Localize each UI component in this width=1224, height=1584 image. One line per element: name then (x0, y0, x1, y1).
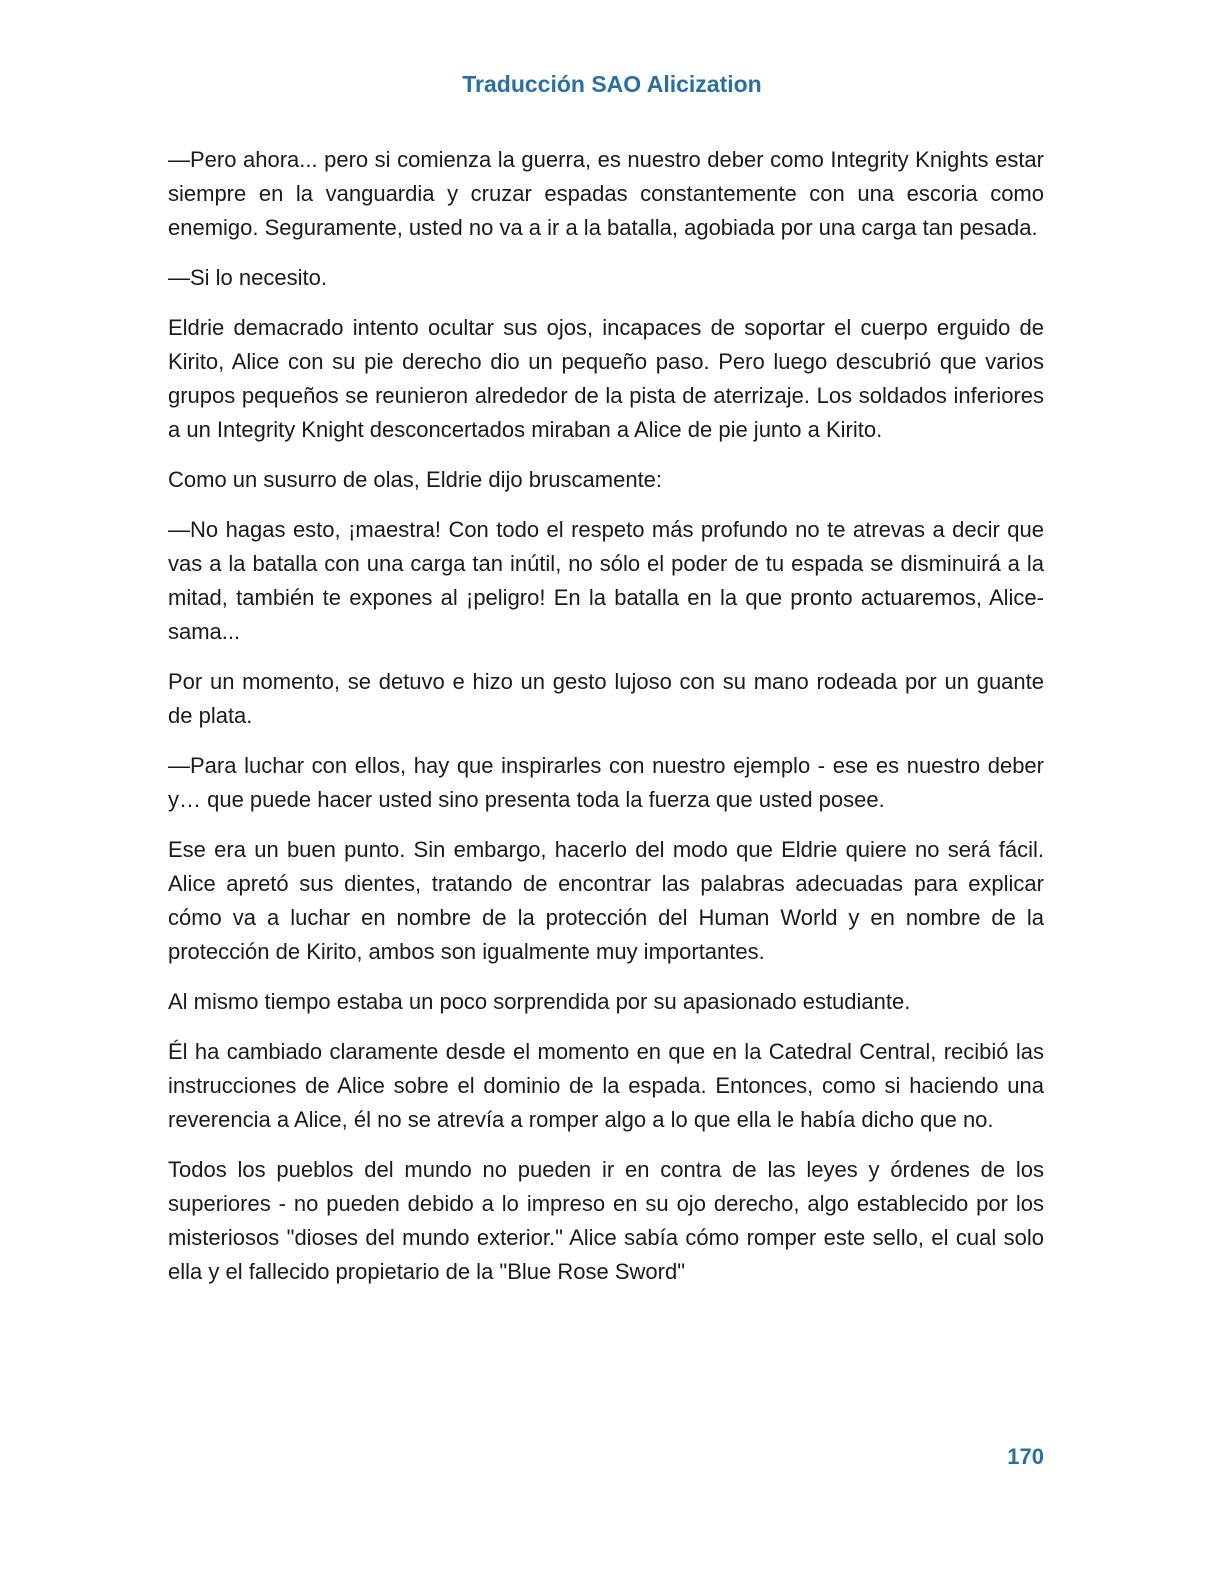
page-number: 170 (1007, 1444, 1044, 1469)
paragraph: Él ha cambiado claramente desde el momento en que en la Catedral Central, recibió las instrucciones de Alice sobre el dominio de la espada. Entonces, como si haciendo una reverencia a Alice, él no se atrevía a romper algo a lo que ella le había dicho que no. (168, 1039, 1044, 1132)
paragraph: Al mismo tiempo estaba un poco sorprendida por su apasionado estudiante. (168, 989, 911, 1014)
page-header-title: Traducción SAO Alicization (462, 71, 762, 97)
paragraph: Todos los pueblos del mundo no pueden ir en contra de las leyes y órdenes de los superiores - no pueden debido a lo impreso en su ojo derecho, algo establecido por los misteriosos "dioses del mundo exterior." Alice sabía cómo romper este sello, el cual solo ella y el fallecido propietario de la "Blue Rose Sword" (168, 1157, 1044, 1284)
paragraph: Por un momento, se detuvo e hizo un gesto lujoso con su mano rodeada por un guante de plata. (168, 669, 1044, 728)
paragraph: Como un susurro de olas, Eldrie dijo bruscamente: (168, 467, 663, 492)
paragraph: Eldrie demacrado intento ocultar sus ojos, incapaces de soportar el cuerpo erguido de Kirito, Alice con su pie derecho dio un pequeño paso. Pero luego descubrió que varios grupos pequeños se reunieron alrededor de la pista de aterrizaje. Los soldados inferiores a un Integrity Knight desconcertados miraban a Alice de pie junto a Kirito. (168, 315, 1044, 442)
page-body-text (168, 143, 1044, 1305)
paragraph: —Si lo necesito. (168, 265, 327, 290)
paragraph: —Pero ahora... pero si comienza la guerra, es nuestro deber como Integrity Knights estar siempre en la vanguardia y cruzar espadas constantemente con una escoria como enemigo. Seguramente, usted no va a ir a la batalla, agobiada por una carga tan pesada. (168, 147, 1044, 240)
paragraph: —No hagas esto, ¡maestra! Con todo el respeto más profundo no te atrevas a decir que vas a la batalla con una carga tan inútil, no sólo el poder de tu espada se disminuirá a la mitad, también te expones al ¡peligro! En la batalla en la que pronto actuaremos, Alice-sama... (168, 517, 1044, 644)
paragraph: —Para luchar con ellos, hay que inspirarles con nuestro ejemplo - ese es nuestro deber y… que puede hacer usted sino presenta toda la fuerza que usted posee. (168, 753, 1044, 812)
paragraph: Ese era un buen punto. Sin embargo, hacerlo del modo que Eldrie quiere no será fácil. Alice apretó sus dientes, tratando de encontrar las palabras adecuadas para explicar cómo va a luchar en nombre de la protección del Human World y en nombre de la protección de Kirito, ambos son igualmente muy importantes. (168, 837, 1044, 964)
